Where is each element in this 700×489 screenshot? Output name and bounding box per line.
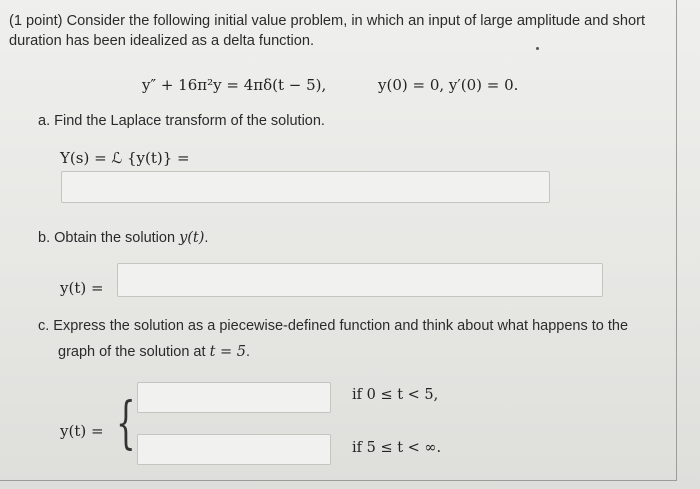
solution-input[interactable] xyxy=(117,263,603,297)
part-a-lhs: Y(s) = ℒ {y(t)} = xyxy=(60,149,190,167)
differential-equation: y″ + 16π²y = 4πδ(t − 5), xyxy=(142,76,327,94)
piecewise-brace: { xyxy=(116,391,136,456)
part-c-label-suffix: . xyxy=(245,344,251,360)
part-b-label-var: y(t) xyxy=(179,230,205,246)
part-c-lhs: y(t) = xyxy=(60,422,104,440)
problem-prompt: (1 point) Consider the following initial value problem, in which an input of large amplitude and short duration has been idealized as a delta function. xyxy=(9,13,645,49)
part-b-label-text: b. Obtain the solution xyxy=(38,230,180,246)
part-c-label-line1: c. Express the solution as a piecewise-defined function and think about what happens to the xyxy=(38,318,629,334)
piece2-input[interactable] xyxy=(137,434,331,465)
piece2-condition: if 5 ≤ t < ∞. xyxy=(352,440,442,456)
part-b-label xyxy=(38,230,208,246)
part-c-label-text: graph of the solution at xyxy=(58,344,210,360)
part-c-label-line2 xyxy=(58,344,250,360)
part-c-label-var: t = 5 xyxy=(209,344,246,360)
piece1-condition: if 0 ≤ t < 5, xyxy=(352,387,439,403)
laplace-transform-input[interactable] xyxy=(61,171,550,203)
part-a-label: a. Find the Laplace transform of the solution. xyxy=(38,113,325,129)
initial-conditions: y(0) = 0, y′(0) = 0. xyxy=(378,76,519,94)
part-b-lhs: y(t) = xyxy=(60,279,104,297)
stray-dot xyxy=(536,47,539,50)
piece1-input[interactable] xyxy=(137,382,331,413)
part-b-label-suffix: . xyxy=(204,230,209,246)
